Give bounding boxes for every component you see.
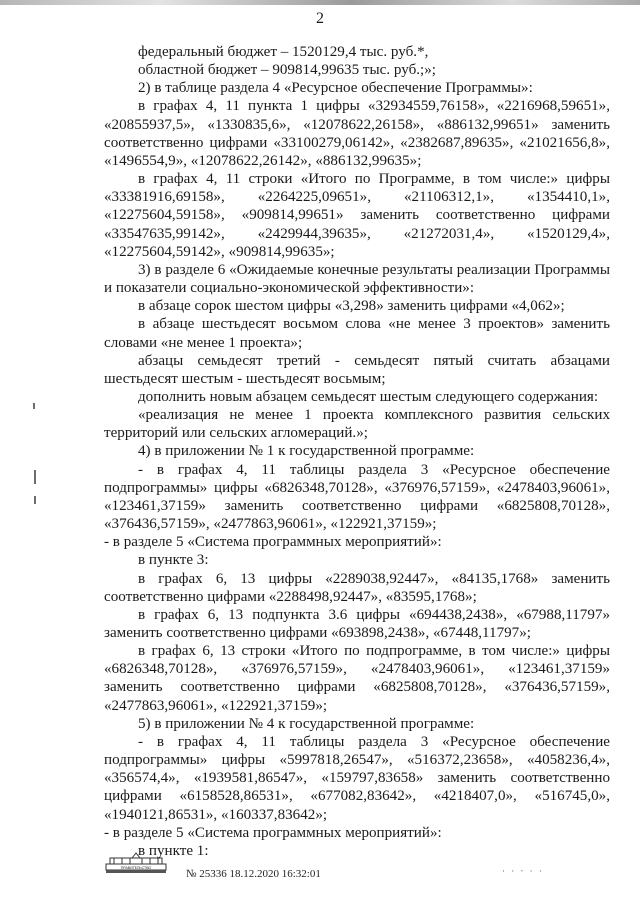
paragraph: в графах 4, 11 строки «Итого по Программе, в том числе:» цифры «33381916,69158», «2264225,09651», «21106312,1», «1354410,1», «12275604,59158», «909814,99651» заменить соответственно цифрами «33547635,99142», «2429944,39635», «21272031,4», «1520129,4», «12275604,59142», «909814,99635»; [104,171,610,260]
margin-mark [34,496,36,504]
paragraph: в графах 4, 11 пункта 1 цифры «32934559,76158», «2216968,59651», «20855937,5», «1330835,6», «12078622,26158», «886132,99651» заменить соответственно цифрами «33100279,06142», «2382687,89635», «21021656,8», «1496554,9», «12078622,26142», «886132,99635»; [104,98,610,169]
paragraph: федеральный бюджет – 1520129,4 тыс. руб.*, [138,44,429,60]
margin-mark [34,470,36,484]
scan-marks: · · ‧ · · [502,866,544,876]
document-body [104,43,610,860]
paragraph: дополнить новым абзацем семьдесят шестым следующего содержания: [138,388,599,405]
paragraph: «реализация не менее 1 проекта комплексного развития сельских территорий или сельских агломераций.»; [104,407,610,442]
paragraph: в пункте 1: [138,842,209,859]
paragraph: в абзаце шестьдесят восьмом слова «не менее 3 проектов» заменить словами «не менее 1 проекта»; [104,316,610,351]
paragraph: - в разделе 5 «Система программных мероприятий»: [104,824,442,841]
paragraph: - в графах 4, 11 таблицы раздела 3 «Ресурсное обеспечение подпрограммы» цифры «5997818,26547», «516372,23658», «4058236,4», «356574,4», «1939581,86547», «159797,83658» заменить соответственно цифрами «6158528,86531», «677082,83642», «4218407,0», «516745,0», «1940121,86531», «160337,83642»; [104,733,610,823]
paragraph: - в разделе 5 «Система программных мероприятий»: [104,534,442,551]
paragraph: областной бюджет – 909814,99635 тыс. руб.;»; [138,62,436,79]
stamp-caption: ПРАВИТЕЛЬСТВО [120,866,152,870]
registration-number: № 25336 18.12.2020 16:32:01 [186,868,321,880]
paragraph: в абзаце сорок шестом цифры «3,298» заменить цифрами «4,062»; [138,298,565,315]
paragraph: в графах 6, 13 подпункта 3.6 цифры «694438,2438», «67988,11797» заменить соответственно цифрами «693898,2438», «67448,11797»; [104,606,610,641]
paragraph: в графах 6, 13 цифры «2289038,92447», «84135,1768» заменить соответственно цифрами «2288498,92447», «83595,1768»; [104,570,610,605]
scan-top-edge [0,0,640,5]
paragraph: в графах 6, 13 строки «Итого по подпрограмме, в том числе:» цифры «6826348,70128», «376976,57159», «2478403,96061», «123461,37159» заменить соответственно цифрами «6825808,70128», «376436,57159», «2477863,96061», «122921,37159»; [104,643,610,714]
paragraph: 3) в разделе 6 «Ожидаемые конечные результаты реализации Программы и показатели социально-экономической эффективности»: [104,261,610,297]
paragraph: в пункте 3: [138,552,209,569]
paragraph: 4) в приложении № 1 к государственной программе: [138,443,475,460]
paragraph: 2) в таблице раздела 4 «Ресурсное обеспечение Программы»: [138,80,533,97]
government-building-stamp-icon [104,852,168,874]
paragraph: абзацы семьдесят третий - семьдесят пятый считать абзацами шестьдесят шестым - шестьдесят восьмым; [104,352,610,387]
margin-mark [33,403,35,409]
paragraph: - в графах 4, 11 таблицы раздела 3 «Ресурсное обеспечение подпрограммы» цифры «6826348,70128», «376976,57159», «2478403,96061», «123461,37159» заменить соответственно цифрами «6825808,70128», «376436,57159», «2477863,96061», «122921,37159»; [104,461,610,533]
page-number: 2 [316,10,324,27]
paragraph: 5) в приложении № 4 к государственной программе: [138,715,475,732]
